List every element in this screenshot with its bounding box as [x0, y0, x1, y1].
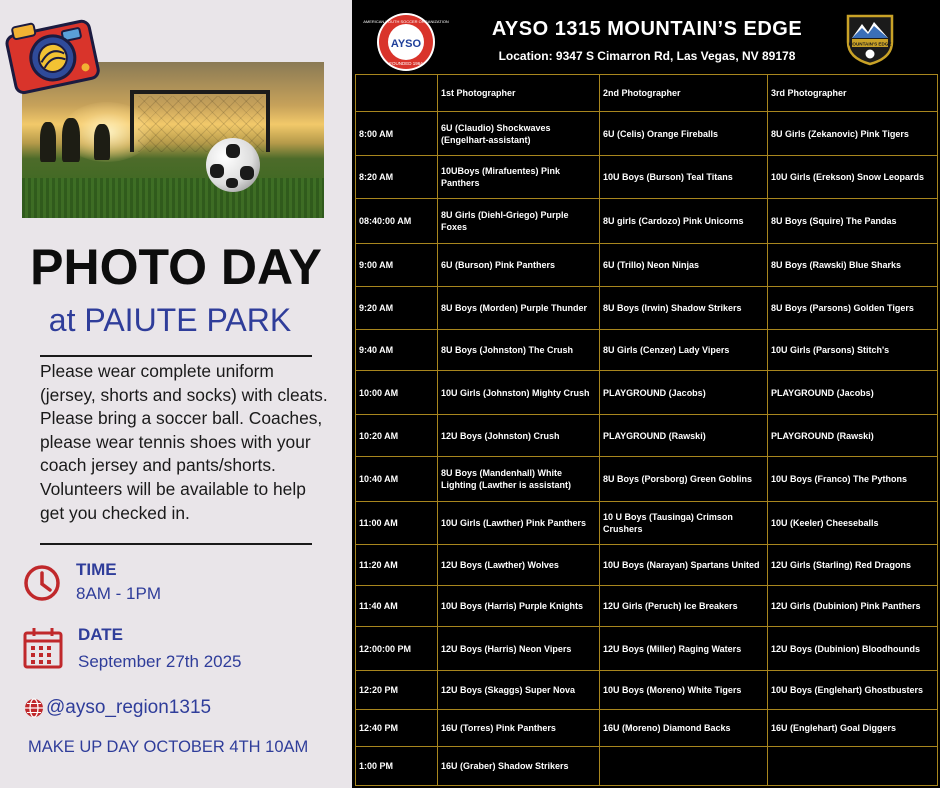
team-cell: 6U (Burson) Pink Panthers: [438, 244, 600, 287]
time-slot-cell: 1:00 PM: [356, 747, 438, 786]
player-silhouette: [62, 118, 80, 162]
table-row: [356, 156, 938, 199]
schedule-title: AYSO 1315 MOUNTAIN’S EDGE: [491, 18, 803, 40]
team-cell: 10U Girls (Lawther) Pink Panthers: [438, 502, 600, 545]
team-cell: 16U (Torres) Pink Panthers: [438, 710, 600, 747]
team-cell: 16U (Graber) Shadow Strikers: [438, 747, 600, 786]
time-label: TIME: [76, 560, 117, 579]
player-silhouette: [94, 124, 110, 160]
soccer-ball: [206, 138, 260, 192]
table-row: [356, 710, 938, 747]
table-row: [356, 545, 938, 586]
time-slot-cell: 8:20 AM: [356, 156, 438, 199]
divider-top: [40, 355, 312, 357]
team-cell: 6U (Claudio) Shockwaves (Engelhart-assistant): [438, 112, 600, 156]
time-slot-cell: 8:00 AM: [356, 112, 438, 156]
player-silhouette: [40, 122, 56, 162]
column-header: 2nd Photographer: [600, 75, 768, 112]
team-cell: 8U Boys (Parsons) Golden Tigers: [768, 287, 938, 330]
team-cell: 10U Boys (Harris) Purple Knights: [438, 586, 600, 627]
team-cell: 10U Girls (Parsons) Stitch's: [768, 330, 938, 371]
time-slot-cell: 12:00:00 PM: [356, 627, 438, 671]
table-row: [356, 415, 938, 457]
team-cell: PLAYGROUND (Jacobs): [768, 371, 938, 415]
schedule-panel: [352, 0, 940, 788]
time-slot-cell: 9:40 AM: [356, 330, 438, 371]
team-cell: 10U Boys (Moreno) White Tigers: [600, 671, 768, 710]
mountains-edge-crest: [844, 12, 896, 66]
team-cell: 8U Boys (Morden) Purple Thunder: [438, 287, 600, 330]
table-row: [356, 627, 938, 671]
time-slot-cell: 12:40 PM: [356, 710, 438, 747]
column-header: 3rd Photographer: [768, 75, 938, 112]
team-cell: 10U Girls (Johnston) Mighty Crush: [438, 371, 600, 415]
table-row: [356, 244, 938, 287]
team-cell: 10U (Keeler) Cheeseballs: [768, 502, 938, 545]
svg-text:AYSO: AYSO: [390, 38, 422, 50]
team-cell: 12U Boys (Miller) Raging Waters: [600, 627, 768, 671]
flyer-panel: [0, 0, 352, 788]
date-label: DATE: [78, 625, 124, 644]
team-cell: 8U Boys (Squire) The Pandas: [768, 199, 938, 244]
column-header: 1st Photographer: [438, 75, 600, 112]
time-slot-cell: 11:40 AM: [356, 586, 438, 627]
grass: [22, 178, 324, 218]
team-cell: 12U Boys (Lawther) Wolves: [438, 545, 600, 586]
time-slot-cell: 10:20 AM: [356, 415, 438, 457]
table-row: [356, 502, 938, 545]
table-header-row: [356, 75, 938, 112]
team-cell: 8U Boys (Mandenhall) White Lighting (Lawther is assistant): [438, 457, 600, 502]
table-row: [356, 371, 938, 415]
time-slot-cell: 9:00 AM: [356, 244, 438, 287]
table-row: [356, 199, 938, 244]
team-cell: 10UBoys (Mirafuentes) Pink Panthers: [438, 156, 600, 199]
social-handle: @ayso_region1315: [46, 697, 212, 718]
team-cell: PLAYGROUND (Jacobs): [600, 371, 768, 415]
team-cell: 6U (Trillo) Neon Ninjas: [600, 244, 768, 287]
team-cell: 12U Boys (Dubinion) Bloodhounds: [768, 627, 938, 671]
camera-icon: [0, 0, 107, 109]
svg-text:FOUNDED 1964: FOUNDED 1964: [389, 61, 423, 66]
page-subtitle: at PAIUTE PARK: [48, 302, 292, 338]
instructions-text: Please wear complete uniform (jersey, shorts and socks) with cleats. Please bring a soccer ball. Coaches, please wear tennis shoes with your coach jersey and pants/shorts. Volunteers will be available to help get you checked in.: [40, 361, 328, 523]
photo-schedule-table: [355, 74, 938, 786]
team-cell: 8U Boys (Irwin) Shadow Strikers: [600, 287, 768, 330]
globe-icon: [24, 698, 44, 718]
team-cell: 12U Girls (Starling) Red Dragons: [768, 545, 938, 586]
svg-text:AMERICAN YOUTH SOCCER ORGANIZA: AMERICAN YOUTH SOCCER ORGANIZATION: [363, 19, 449, 24]
team-cell: 6U (Celis) Orange Fireballs: [600, 112, 768, 156]
time-slot-cell: 11:00 AM: [356, 502, 438, 545]
team-cell: 10U Boys (Franco) The Pythons: [768, 457, 938, 502]
team-cell: PLAYGROUND (Rawski): [768, 415, 938, 457]
team-cell: 10U Girls (Erekson) Snow Leopards: [768, 156, 938, 199]
team-cell: 8U Boys (Johnston) The Crush: [438, 330, 600, 371]
team-cell: 8U Boys (Porsborg) Green Goblins: [600, 457, 768, 502]
team-cell: 12U Girls (Peruch) Ice Breakers: [600, 586, 768, 627]
time-value: 8AM - 1PM: [76, 584, 162, 603]
team-cell: 8U Girls (Zekanovic) Pink Tigers: [768, 112, 938, 156]
team-cell: [768, 747, 938, 786]
clock-icon: [22, 563, 62, 603]
time-slot-cell: 9:20 AM: [356, 287, 438, 330]
table-row: [356, 330, 938, 371]
team-cell: [600, 747, 768, 786]
calendar-icon: [22, 626, 64, 670]
table-row: [356, 112, 938, 156]
team-cell: 12U Boys (Skaggs) Super Nova: [438, 671, 600, 710]
team-cell: 8U Girls (Diehl-Griego) Purple Foxes: [438, 199, 600, 244]
team-cell: 12U Boys (Harris) Neon Vipers: [438, 627, 600, 671]
table-row: [356, 457, 938, 502]
table-row: [356, 747, 938, 786]
team-cell: 8U Boys (Rawski) Blue Sharks: [768, 244, 938, 287]
team-cell: 16U (Englehart) Goal Diggers: [768, 710, 938, 747]
team-cell: 8U girls (Cardozo) Pink Unicorns: [600, 199, 768, 244]
makeup-day-text: MAKE UP DAY OCTOBER 4TH 10AM: [28, 738, 309, 756]
time-slot-cell: 12:20 PM: [356, 671, 438, 710]
date-value: September 27th 2025: [78, 652, 242, 671]
team-cell: 10U Boys (Englehart) Ghostbusters: [768, 671, 938, 710]
team-cell: 10U Boys (Narayan) Spartans United: [600, 545, 768, 586]
team-cell: 12U Girls (Dubinion) Pink Panthers: [768, 586, 938, 627]
time-slot-cell: 10:00 AM: [356, 371, 438, 415]
team-cell: 8U Girls (Cenzer) Lady Vipers: [600, 330, 768, 371]
table-row: [356, 671, 938, 710]
column-header: [356, 75, 438, 112]
table-row: [356, 586, 938, 627]
ayso-logo: [363, 12, 449, 72]
team-cell: 12U Boys (Johnston) Crush: [438, 415, 600, 457]
team-cell: 10 U Boys (Tausinga) Crimson Crushers: [600, 502, 768, 545]
table-row: [356, 287, 938, 330]
svg-text:MOUNTAIN'S EDGE: MOUNTAIN'S EDGE: [848, 41, 892, 47]
time-slot-cell: 11:20 AM: [356, 545, 438, 586]
team-cell: PLAYGROUND (Rawski): [600, 415, 768, 457]
page-title: PHOTO DAY: [30, 239, 322, 295]
divider-bottom: [40, 543, 312, 545]
time-slot-cell: 08:40:00 AM: [356, 199, 438, 244]
team-cell: 10U Boys (Burson) Teal Titans: [600, 156, 768, 199]
schedule-location: Location: 9347 S Cimarron Rd, Las Vegas, NV 89178: [498, 49, 796, 63]
team-cell: 16U (Moreno) Diamond Backs: [600, 710, 768, 747]
time-slot-cell: 10:40 AM: [356, 457, 438, 502]
